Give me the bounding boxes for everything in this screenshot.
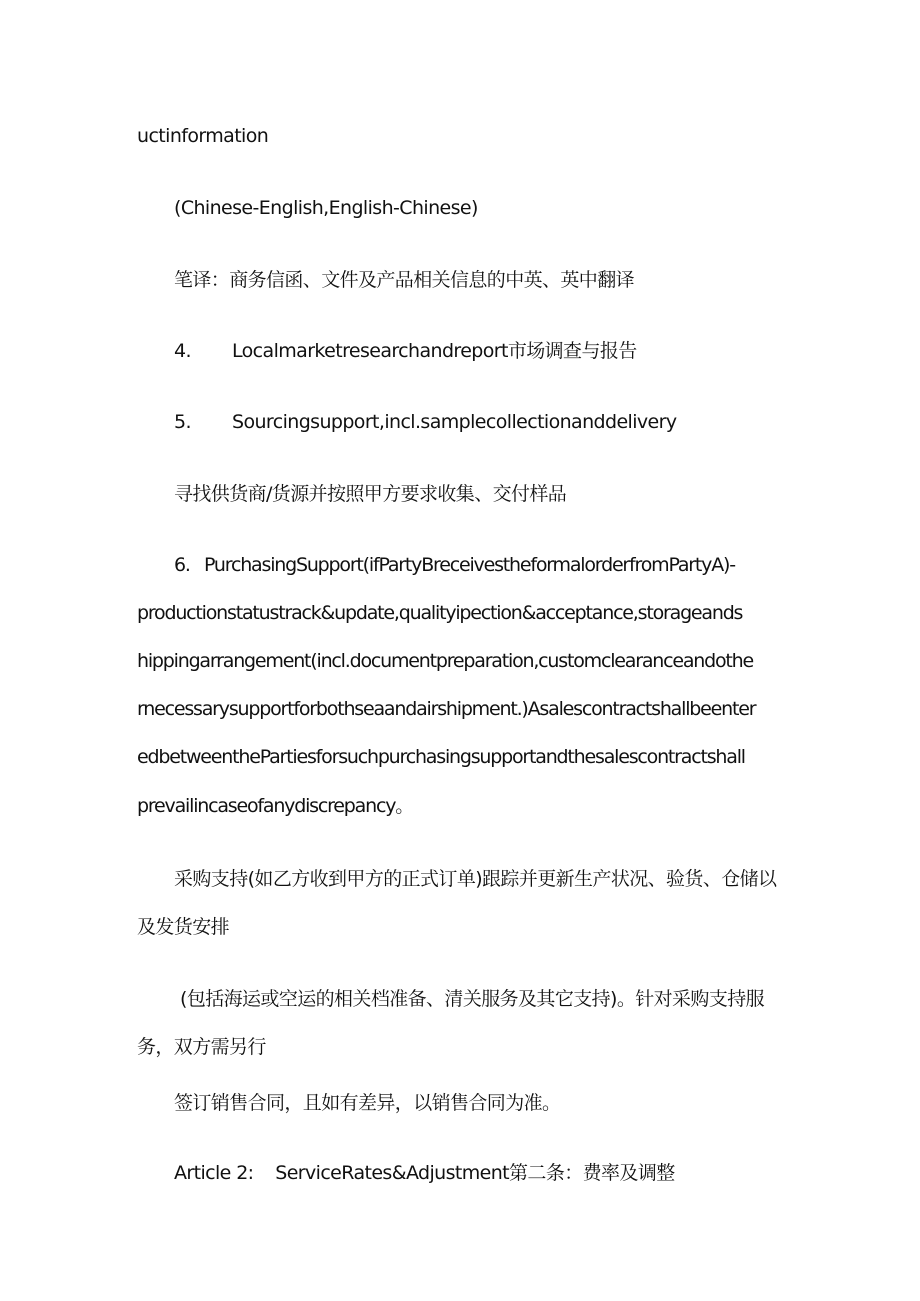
- article-heading: Article 2: ServiceRates&Adjustment第二条：费率及调整: [174, 1162, 675, 1184]
- text-line: 寻找供货商/货源并按照甲方要求收集、交付样品: [174, 483, 567, 505]
- text-line: 签订销售合同，且如有差异，以销售合同为准。: [174, 1092, 561, 1114]
- list-number: 5.: [174, 411, 191, 433]
- list-number: 4.: [174, 340, 191, 362]
- paragraph-line: productionstatustrack&update,qualityipection&acceptance,storageands: [137, 602, 743, 624]
- list-number: 6.: [174, 554, 190, 576]
- text-line: (包括海运或空运的相关档准备、清关服务及其它支持)。针对采购支持服: [180, 988, 765, 1010]
- text-line: 笔译：商务信函、文件及产品相关信息的中英、英中翻译: [174, 269, 635, 291]
- list-text: Sourcingsupport,incl.samplecollectionanddelivery: [232, 411, 677, 433]
- list-item-5: [174, 410, 677, 434]
- paragraph-line: prevailincaseofanydiscrepancy。: [137, 795, 414, 817]
- list-text: Localmarketresearchandreport市场调查与报告: [232, 340, 637, 362]
- paragraph-line: hippingarrangement(incl.documentpreparation,customclearanceandothe: [137, 650, 753, 672]
- text-line: 及发货安排: [137, 916, 230, 938]
- list-text: PurchasingSupport(ifPartyBreceivestheformalorderfromPartyA)-: [204, 554, 735, 576]
- text-line: 务，双方需另行: [137, 1036, 266, 1058]
- list-item-4: [174, 339, 637, 363]
- text-line: 采购支持(如乙方收到甲方的正式订单)跟踪并更新生产状况、验货、仓储以: [174, 868, 777, 890]
- paragraph-line: rnecessarysupportforbothseaandairshipment.)Asalescontractshallbeenter: [137, 698, 756, 720]
- text-line: (Chinese-English,English-Chinese): [174, 197, 478, 219]
- text-line: uctinformation: [137, 125, 269, 147]
- list-item-6: [174, 553, 735, 577]
- paragraph-line: edbetweenthePartiesforsuchpurchasingsupportandthesalescontractshall: [137, 746, 745, 768]
